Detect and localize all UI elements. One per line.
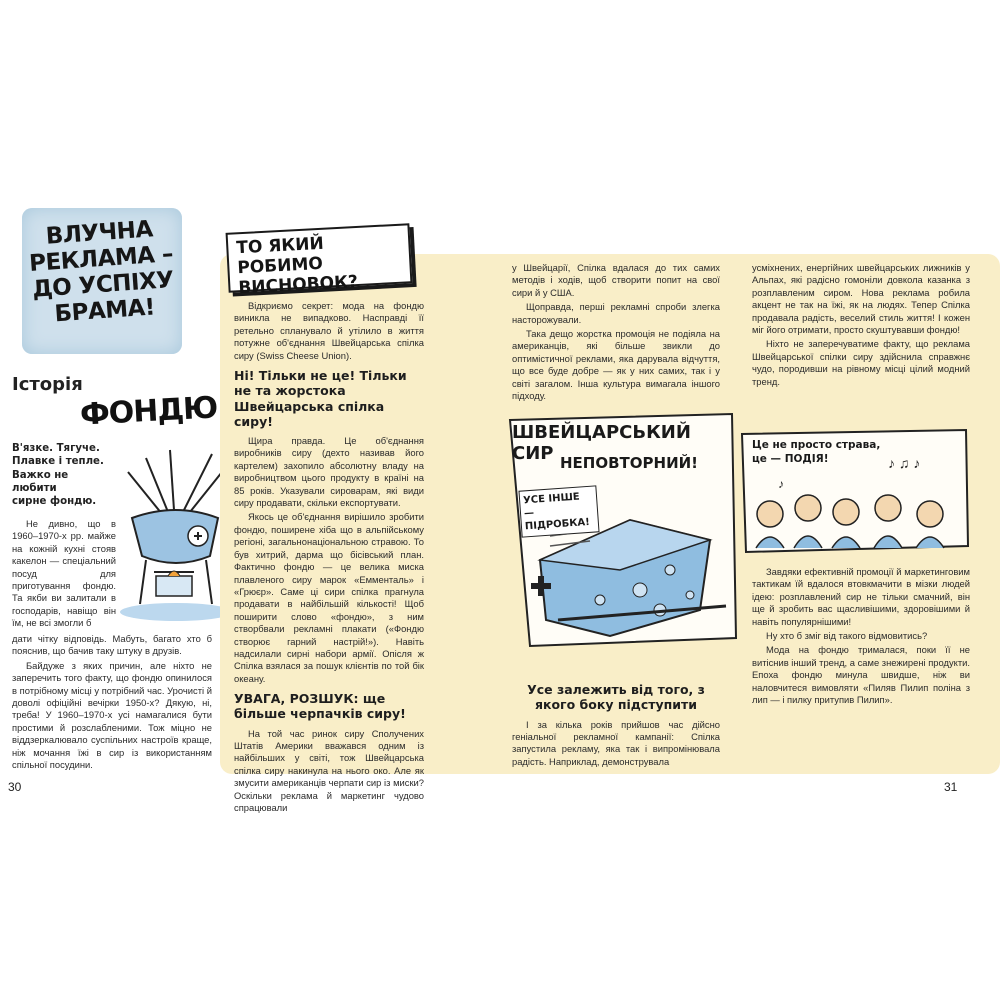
paragraph: Байдуже з яких причин, але ніхто не заперечить того факту, що фондю опинилося в потрібному місці у потрібний час. Урочисті й доволі офіційні вечірки 1950-х? Дякую, ні, треба! У 1960–1970-х усі намагалися бути простими й розслабленими. Тож міцно не віддзеркалювало суспільних настроїв краще, ніж мочання їжі в сир із використанням спільної посудини. [12, 659, 212, 771]
paragraph: дати чітку відповідь. Мабуть, багато хто б пояснив, що бачив таку штуку в друзів. [12, 633, 212, 657]
conclusion-title: ТО ЯКИЙ РОБИМО ВИСНОВОК? [235, 233, 359, 299]
page-number-right: 31 [944, 780, 958, 794]
paragraph: Мода на фондю трималася, поки її не витіснив інший тренд, а саме знежирені продукти. Епоха фондю минула швидше, ніж ви наловчитеся вимовляти «Пиляв Пилип поліна з лип — і пилку притупив Пилип». [752, 644, 970, 706]
paragraph: Завдяки ефективній промоції й маркетинговим тактикам їй вдалося втовкмачити в мізки людей ідею: розплавлений сир не тільки смачний, він ще й зробить вас щасливішими, здоровішими й навіть популярнішими! [752, 566, 970, 627]
poster-subtitle: НЕПОВТОРНИЙ! [560, 454, 699, 472]
title-box [22, 208, 182, 354]
fondue-pot-illustration [110, 444, 234, 624]
text-column-1 [234, 300, 424, 817]
paragraph: Ну хто б зміг від такого відмовитись? [766, 630, 928, 642]
page-title: ВЛУЧНА РЕКЛАМА – ДО УСПІХУ БРАМА! [28, 216, 175, 328]
paragraph: Щоправда, перші рекламні спроби злегка насторожували. [512, 301, 720, 325]
cheese-ad-poster [500, 410, 740, 650]
paragraph: Не дивно, що в 1960–1970-х рр. майже на кожній кухні стояв какелон — спеціальний посуд для приготування фондю. Та якби ви залитали в господарів, навіщо він їм, не всі змогли б [12, 518, 116, 629]
intro-line: сирне фондю. [12, 496, 97, 507]
svg-text:♪ ♫ ♪: ♪ ♫ ♪ [888, 455, 921, 471]
fondue-heading: ФОНДЮ [79, 390, 219, 433]
paragraph: усміхнених, енергійних швейцарських лижників у Альпах, які радісно гомоніли довкола казанка з розплавленим сиром. Нова реклама робила акцент не так на їжі, як на людях. Тепер Спілка продавала радість, веселий стиль життя! І кожен міг його отримати, просто скуштувавши фондю! [752, 262, 970, 336]
poster-title: ШВЕЙЦАРСЬКИЙ СИР [512, 422, 691, 464]
paragraph: Така дещо жорстка промоція не подіяла на американців, які більше звикли до оптимістичної реклами, яка дарувала відчуття, що все буде добре — як у них самих, так і у світі загалом. Інша культура вимагала іншого підходу. [512, 328, 720, 402]
crowd-ad-illustration [738, 428, 970, 556]
poster-sticker: УСЕ ІНШЕ — ПІДРОБКА! [518, 485, 599, 537]
paragraph: у Швейцарії, Спілка вдалася до тих самих методів і ходів, щоб створити попит на свої сири й у США. [512, 262, 720, 298]
intro-line: В'язке. Тягуче. [12, 443, 100, 454]
svg-text:♪: ♪ [778, 477, 784, 491]
subheading: Ні! Тільки не це! Тільки не та жорстока Швейцарська спілка сиру! [234, 368, 407, 429]
paragraph: Щира правда. Це об'єднання виробників сиру (дехто називав його картелем) захопило абсолютну владу на виробництвом цього продукту в країні на 85 років. Указували сироварам, які види сиру продавати, скільки експортувати. [234, 435, 424, 509]
text-column-3-lower [752, 566, 970, 708]
paragraph: Відкриємо секрет: мода на фондю виникла не випадково. Насправді її ретельно спланувало й утілило в життя потужне об'єднання Швейцарська спілка сиру (Swiss Cheese Union). [234, 300, 424, 361]
intro-lines [12, 442, 112, 508]
conclusion-title-box [226, 223, 413, 299]
paragraph: Якось це об'єднання вирішило зробити фондю, поширене хіба що в альпійському регіоні, загальнонаціональною стравою. То був хитрий, дарма що бісівський план. Фактично фондю — це велика миска плавленого сиру марок «Емменталь» і «Грюєр». Саме ці сири спілка прагнула продавати в найбільшій кількості! Щоб поширити слово «фондю», з ним створбвали рекламні плакати («Фондю створює гарний настрій!»). Навіть надсилали сирні набори армії. Опісля ж Спілка взялася за пошук клієнтів по той бік океану. [234, 511, 424, 684]
intro-line: Важко не любити [12, 469, 69, 494]
intro-line: Плавке і тепле. [12, 456, 104, 468]
speech-bubble: Це не просто страва, це — ПОДІЯ! [752, 439, 881, 466]
subheading: УВАГА, РОЗШУК: ще більше черпачків сиру! [234, 691, 406, 722]
left-body-top [12, 518, 116, 632]
text-column-3 [752, 262, 970, 390]
page-number-left: 30 [8, 780, 22, 794]
history-label: Історія [12, 374, 83, 395]
paragraph: І за кілька років прийшов час дійсно геніальної рекламної кампанії: Спілка запустила рекламу, яка так і випромінювала радість. Наприклад, демонструвала [512, 718, 720, 767]
text-column-2 [512, 262, 720, 404]
text-column-2-lower [512, 676, 720, 770]
left-body-bottom [12, 633, 212, 773]
paragraph: На той час ринок сиру Сполучених Штатів Америки вважався одним із найбільших у світі, тож Швейцарська спілка сиру накинула на нього око. Але як змусити американців черпати сир із миски? Оскільки реклама й маркетинг чудово спрацювали [234, 727, 424, 814]
paragraph: Ніхто не заперечуватиме факту, що реклама Швейцарської спілки сиру здійснила справжнє чудо, породивши на рівному місці цілий модний тренд. [752, 338, 970, 387]
subheading: Усе залежить від того, з якого боку підступити [527, 682, 705, 713]
